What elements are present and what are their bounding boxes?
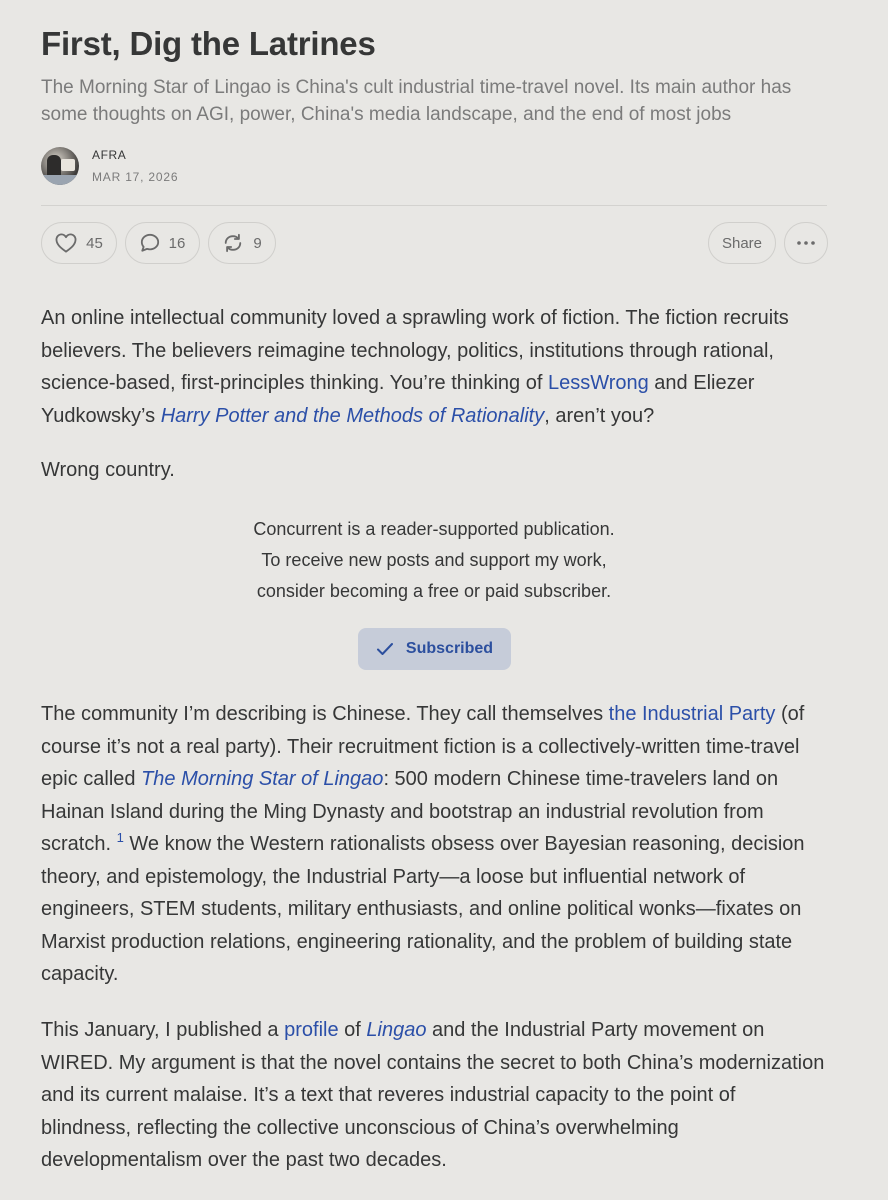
byline [41, 145, 178, 187]
share-button[interactable] [708, 222, 776, 264]
paragraph-text: This January, I published a [41, 1019, 285, 1041]
like-button[interactable] [41, 222, 117, 264]
link-hpmor[interactable] [161, 405, 545, 427]
heart-icon [55, 233, 77, 253]
post-subtitle: The Morning Star of Lingao is China's cult industrial time-travel novel. Its main author has some thoughts on AGI, power, China's media landscape, and the end of most jobs [41, 77, 792, 125]
restack-icon [222, 233, 244, 253]
paragraph-text: We know the Western rationalists obsess over Bayesian reasoning, decision theory, and epistemology, the Industrial Party—a loose but influential network of engineers, STEM students, military enthusiasts, and online political wonks—fixates on Marxist production relations, engineering rationality, and the problem of building state capacity. [41, 833, 805, 985]
link-lingao-text: Lingao [366, 1019, 427, 1041]
share-label: Share [721, 234, 763, 252]
link-morning-star[interactable] [141, 768, 383, 790]
paragraph-text: and the Industrial Party movement on WIRED. My argument is that the novel contains the secret to both China’s modernization and its current malaise. It’s a text that reveres industrial capacity to the point of blindness, reflecting the collective unconscious of China’s overwhelming developmentalism over the past two decades. [41, 1019, 825, 1171]
paragraph-text: , aren’t you? [544, 404, 655, 427]
footnote-link[interactable] [116, 830, 124, 855]
post-date: MAR 17, 2026 [92, 170, 179, 184]
footnote-number: 1 [116, 830, 124, 845]
subscribe-prompt [41, 514, 827, 607]
paragraph-text: (of course it’s not a real party). Their recruitment fiction is a collectively-written time-travel epic called [41, 703, 805, 790]
paragraph-text: An online intellectual community loved a sprawling work of fiction. The fiction recruits believers. The believers reimagine technology, politics, institutions through rational, science-based, first-principles thinking. You’re thinking of [41, 307, 789, 394]
comment-count: 16 [168, 234, 186, 252]
subscribe-line-3: consider becoming a free or paid subscriber. [256, 581, 612, 601]
post-action-bar [41, 222, 827, 266]
link-industrial-party[interactable]: the Industrial Party [608, 703, 776, 725]
like-count: 45 [86, 234, 103, 252]
author-name[interactable]: AFRA [92, 148, 127, 162]
paragraph-text: and Eliezer Yudkowsky’s [41, 372, 755, 427]
link-hpmor-text: Harry Potter and the Methods of Rationality [160, 404, 545, 427]
link-morning-star-text: The Morning Star of Lingao [141, 768, 384, 790]
divider [41, 205, 827, 206]
more-options-button[interactable] [784, 222, 828, 264]
paragraph-text: of [338, 1019, 367, 1041]
comment-button[interactable] [125, 222, 200, 264]
paragraph-4 [41, 1014, 827, 1177]
subscribe-line-1: Concurrent is a reader-supported publication. [253, 519, 615, 539]
subscribe-line-2: To receive new posts and support my work, [261, 550, 607, 570]
restack-count: 9 [253, 234, 262, 252]
paragraph-2: Wrong country. [41, 459, 175, 481]
link-profile[interactable]: profile [284, 1019, 339, 1041]
author-avatar[interactable] [41, 147, 79, 185]
subscribed-button[interactable] [358, 628, 511, 670]
paragraph-text: The community I’m describing is Chinese. They call themselves [41, 703, 609, 725]
paragraph-3 [41, 698, 827, 991]
ellipsis-icon [797, 241, 815, 245]
byline-text [92, 148, 178, 184]
comment-icon [140, 233, 160, 253]
paragraph-1 [41, 302, 827, 432]
link-lingao[interactable] [366, 1019, 426, 1041]
checkmark-icon [376, 642, 394, 656]
restack-button[interactable] [208, 222, 276, 264]
paragraph-text: : 500 modern Chinese time-travelers land on Hainan Island during the Ming Dynasty and bootstrap an industrial revolution from scratch. [41, 768, 779, 855]
link-lesswrong[interactable]: LessWrong [547, 372, 649, 394]
post-title: First, Dig the Latrines [41, 25, 376, 62]
subscribed-label: Subscribed [405, 640, 494, 657]
